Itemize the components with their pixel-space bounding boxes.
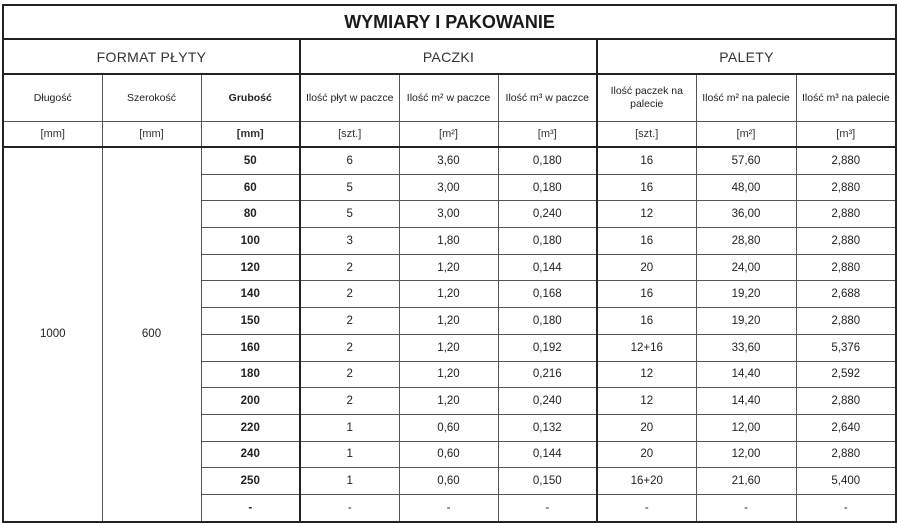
- column-header: Ilość m² na palecie: [696, 74, 796, 122]
- thickness-cell: 220: [201, 414, 300, 441]
- table-cell: 2: [300, 308, 399, 335]
- table-cell: 2: [300, 388, 399, 415]
- table-cell: 0,144: [498, 441, 597, 468]
- table-cell: 12,00: [696, 414, 796, 441]
- table-cell: 14,40: [696, 361, 796, 388]
- table-cell: 2,880: [796, 388, 896, 415]
- thickness-cell: 180: [201, 361, 300, 388]
- table-cell: 2,592: [796, 361, 896, 388]
- group-header-format: FORMAT PŁYTY: [3, 39, 300, 74]
- unit-cell: [m³]: [498, 122, 597, 148]
- thickness-cell: 80: [201, 201, 300, 228]
- unit-cell: [mm]: [201, 122, 300, 148]
- table-cell: 6: [300, 147, 399, 174]
- table-cell: 0,180: [498, 174, 597, 201]
- table-cell: 19,20: [696, 281, 796, 308]
- table-cell: 12: [597, 361, 696, 388]
- table-cell: 12,00: [696, 441, 796, 468]
- table-cell: 14,40: [696, 388, 796, 415]
- table-cell: 3,00: [399, 201, 498, 228]
- unit-cell: [m³]: [796, 122, 896, 148]
- table-cell: 20: [597, 414, 696, 441]
- table-cell: 12+16: [597, 334, 696, 361]
- table-cell: 0,180: [498, 228, 597, 255]
- table-cell: 0,60: [399, 468, 498, 495]
- table-cell: 1,20: [399, 281, 498, 308]
- table-row: [3, 147, 896, 174]
- table-cell: 3: [300, 228, 399, 255]
- table-cell: 57,60: [696, 147, 796, 174]
- table-cell: 1,20: [399, 361, 498, 388]
- table-cell: 16: [597, 228, 696, 255]
- table-title: WYMIARY I PAKOWANIE: [3, 5, 896, 39]
- table-cell: 2: [300, 361, 399, 388]
- table-cell: 0,180: [498, 308, 597, 335]
- table-cell: 2,880: [796, 174, 896, 201]
- thickness-cell: 120: [201, 254, 300, 281]
- table-cell: 1: [300, 414, 399, 441]
- table-cell: 19,20: [696, 308, 796, 335]
- table-cell: 0,240: [498, 201, 597, 228]
- thickness-cell: 100: [201, 228, 300, 255]
- table-cell: 2,880: [796, 201, 896, 228]
- table-cell: 2: [300, 334, 399, 361]
- table-cell: -: [696, 494, 796, 521]
- table-cell: 0,180: [498, 147, 597, 174]
- table-cell: 2: [300, 281, 399, 308]
- thickness-cell: 50: [201, 147, 300, 174]
- column-header: Grubość: [201, 74, 300, 122]
- table-cell: 1,80: [399, 228, 498, 255]
- thickness-cell: 160: [201, 334, 300, 361]
- unit-row: [3, 122, 896, 148]
- table-cell: 0,240: [498, 388, 597, 415]
- table-cell: 0,144: [498, 254, 597, 281]
- unit-cell: [m²]: [696, 122, 796, 148]
- table-cell: -: [300, 494, 399, 521]
- thickness-cell: 60: [201, 174, 300, 201]
- dimensions-packaging-table-container: [2, 4, 895, 523]
- table-cell: 1: [300, 468, 399, 495]
- unit-cell: [m²]: [399, 122, 498, 148]
- unit-cell: [mm]: [3, 122, 102, 148]
- table-cell: -: [399, 494, 498, 521]
- table-cell: 2: [300, 254, 399, 281]
- table-cell: 2,880: [796, 254, 896, 281]
- table-cell: 0,216: [498, 361, 597, 388]
- table-cell: 0,192: [498, 334, 597, 361]
- group-header-palety: PALETY: [597, 39, 896, 74]
- table-cell: 1,20: [399, 388, 498, 415]
- table-cell: 2,880: [796, 228, 896, 255]
- table-cell: -: [597, 494, 696, 521]
- unit-cell: [szt.]: [300, 122, 399, 148]
- length-cell: 1000: [3, 147, 102, 522]
- table-cell: 12: [597, 388, 696, 415]
- table-cell: 0,60: [399, 414, 498, 441]
- table-cell: 3,60: [399, 147, 498, 174]
- table-cell: 16: [597, 308, 696, 335]
- table-cell: 24,00: [696, 254, 796, 281]
- table-cell: 48,00: [696, 174, 796, 201]
- table-cell: 33,60: [696, 334, 796, 361]
- dimensions-packaging-table: [2, 4, 897, 523]
- table-cell: 16+20: [597, 468, 696, 495]
- table-cell: 5,376: [796, 334, 896, 361]
- column-header: Szerokość: [102, 74, 201, 122]
- table-cell: 3,00: [399, 174, 498, 201]
- table-cell: 5: [300, 174, 399, 201]
- table-cell: 1,20: [399, 308, 498, 335]
- width-cell: 600: [102, 147, 201, 522]
- table-cell: 0,132: [498, 414, 597, 441]
- table-cell: 1,20: [399, 334, 498, 361]
- table-cell: 5,400: [796, 468, 896, 495]
- table-cell: 12: [597, 201, 696, 228]
- table-cell: 2,688: [796, 281, 896, 308]
- table-cell: 1: [300, 441, 399, 468]
- unit-cell: [mm]: [102, 122, 201, 148]
- table-cell: 1,20: [399, 254, 498, 281]
- thickness-cell: 240: [201, 441, 300, 468]
- table-cell: 5: [300, 201, 399, 228]
- column-header: Ilość paczek na palecie: [597, 74, 696, 122]
- table-cell: 2,880: [796, 308, 896, 335]
- table-cell: 20: [597, 254, 696, 281]
- thickness-cell: -: [201, 494, 300, 521]
- table-cell: 2,640: [796, 414, 896, 441]
- column-header-row: [3, 74, 896, 122]
- table-cell: 36,00: [696, 201, 796, 228]
- unit-cell: [szt.]: [597, 122, 696, 148]
- table-cell: 2,880: [796, 441, 896, 468]
- table-cell: 0,168: [498, 281, 597, 308]
- table-cell: 0,60: [399, 441, 498, 468]
- table-cell: 0,150: [498, 468, 597, 495]
- table-cell: 21,60: [696, 468, 796, 495]
- group-header-paczki: PACZKI: [300, 39, 597, 74]
- table-cell: 2,880: [796, 147, 896, 174]
- column-header: Ilość m² w paczce: [399, 74, 498, 122]
- thickness-cell: 140: [201, 281, 300, 308]
- table-cell: 16: [597, 147, 696, 174]
- column-header: Ilość m³ na palecie: [796, 74, 896, 122]
- column-header: Ilość m³ w paczce: [498, 74, 597, 122]
- table-cell: 16: [597, 174, 696, 201]
- table-body: [3, 147, 896, 522]
- table-cell: -: [796, 494, 896, 521]
- column-header: Ilość płyt w paczce: [300, 74, 399, 122]
- table-cell: 28,80: [696, 228, 796, 255]
- thickness-cell: 200: [201, 388, 300, 415]
- column-header: Długość: [3, 74, 102, 122]
- table-cell: 20: [597, 441, 696, 468]
- thickness-cell: 250: [201, 468, 300, 495]
- table-cell: 16: [597, 281, 696, 308]
- table-cell: -: [498, 494, 597, 521]
- thickness-cell: 150: [201, 308, 300, 335]
